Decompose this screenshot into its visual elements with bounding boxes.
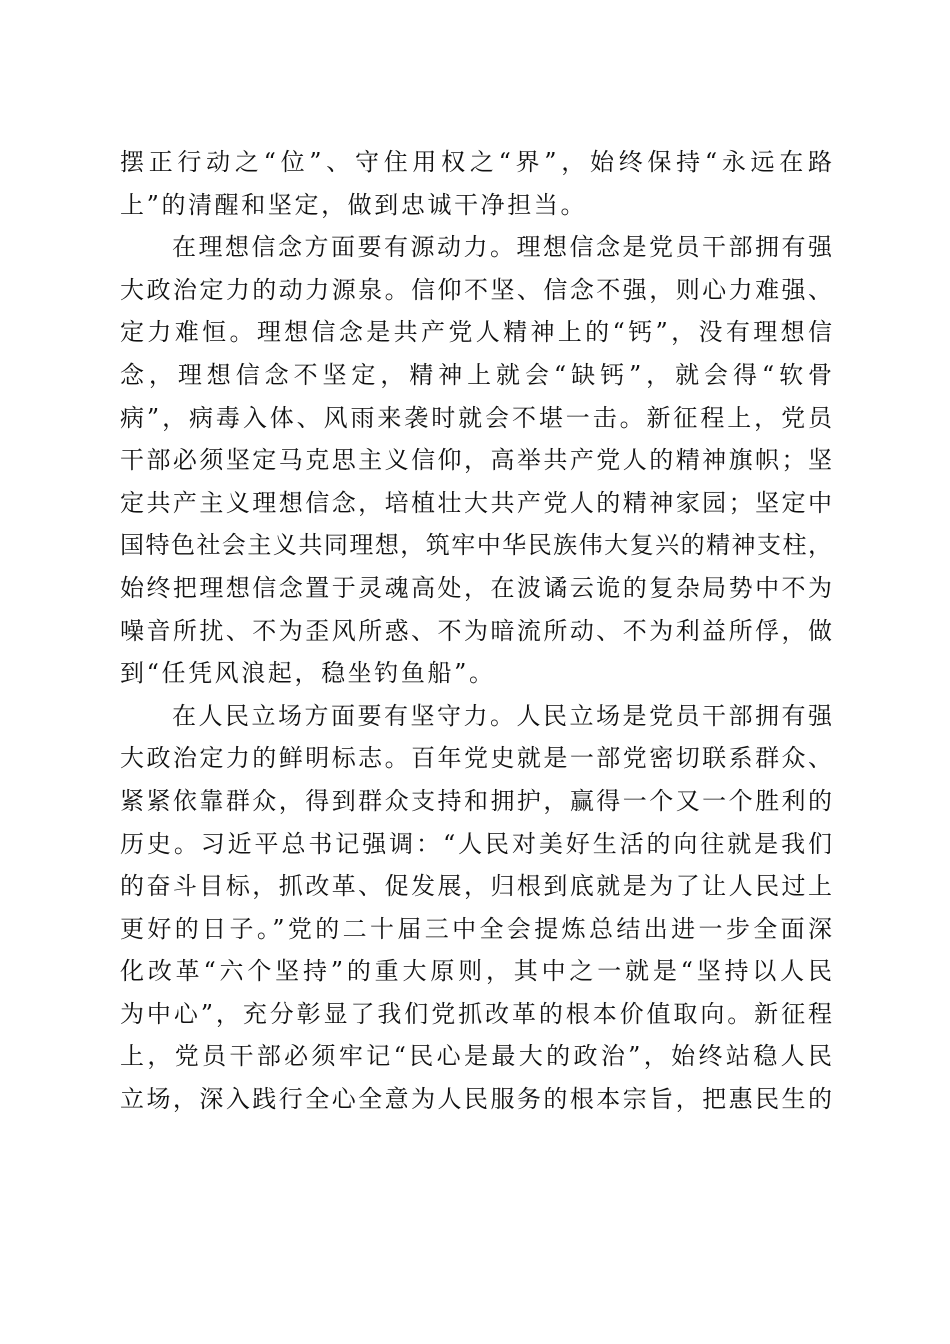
- text-line: 的奋斗目标，抓改革、促发展，归根到底就是为了让人民过上: [120, 872, 832, 901]
- text-line: 上，党员干部必须牢记“民心是最大的政治”，始终站稳人民: [120, 1042, 832, 1071]
- paragraph-start-line: 在理想信念方面要有源动力。理想信念是党员干部拥有强: [172, 233, 832, 262]
- text-line: 上”的清醒和坚定，做到忠诚干净担当。: [120, 190, 588, 219]
- text-line: 摆正行动之“位”、守住用权之“界”，始终保持“永远在路: [120, 148, 832, 176]
- text-line: 噪音所扰、不为歪风所惑、不为暗流所动、不为利益所俘，做: [120, 616, 832, 645]
- text-line: 始终把理想信念置于灵魂高处，在波谲云诡的复杂局势中不为: [120, 573, 832, 602]
- text-line: 立场，深入践行全心全意为人民服务的根本宗旨，把惠民生的: [120, 1085, 832, 1114]
- text-line: 定共产主义理想信念，培植壮大共产党人的精神家园；坚定中: [120, 488, 832, 517]
- text-line: 国特色社会主义共同理想，筑牢中华民族伟大复兴的精神支柱，: [120, 531, 832, 560]
- paragraph-start-line: 在人民立场方面要有坚守力。人民立场是党员干部拥有强: [172, 701, 832, 730]
- text-line: 念，理想信念不坚定，精神上就会“缺钙”，就会得“软骨: [120, 360, 832, 389]
- text-line: 化改革“六个坚持”的重大原则，其中之一就是“坚持以人民: [120, 957, 832, 986]
- text-line: 到“任凭风浪起，稳坐钓鱼船”。: [120, 659, 496, 688]
- text-line: 病”，病毒入体、风雨来袭时就会不堪一击。新征程上，党员: [120, 403, 832, 432]
- text-line: 大政治定力的动力源泉。信仰不坚、信念不强，则心力难强、: [120, 275, 832, 304]
- text-line: 紧紧依靠群众，得到群众支持和拥护，赢得一个又一个胜利的: [120, 786, 832, 815]
- text-line: 历史。习近平总书记强调：“人民对美好生活的向往就是我们: [120, 829, 832, 858]
- text-line: 干部必须坚定马克思主义信仰，高举共产党人的精神旗帜；坚: [120, 446, 832, 475]
- text-line: 更好的日子。”党的二十届三中全会提炼总结出进一步全面深: [120, 914, 832, 943]
- text-line: 定力难恒。理想信念是共产党人精神上的“钙”，没有理想信: [120, 318, 832, 347]
- text-line: 为中心”，充分彰显了我们党抓改革的根本价值取向。新征程: [120, 999, 832, 1028]
- text-line: 大政治定力的鲜明标志。百年党史就是一部党密切联系群众、: [120, 744, 832, 773]
- body-text: [120, 141, 832, 1121]
